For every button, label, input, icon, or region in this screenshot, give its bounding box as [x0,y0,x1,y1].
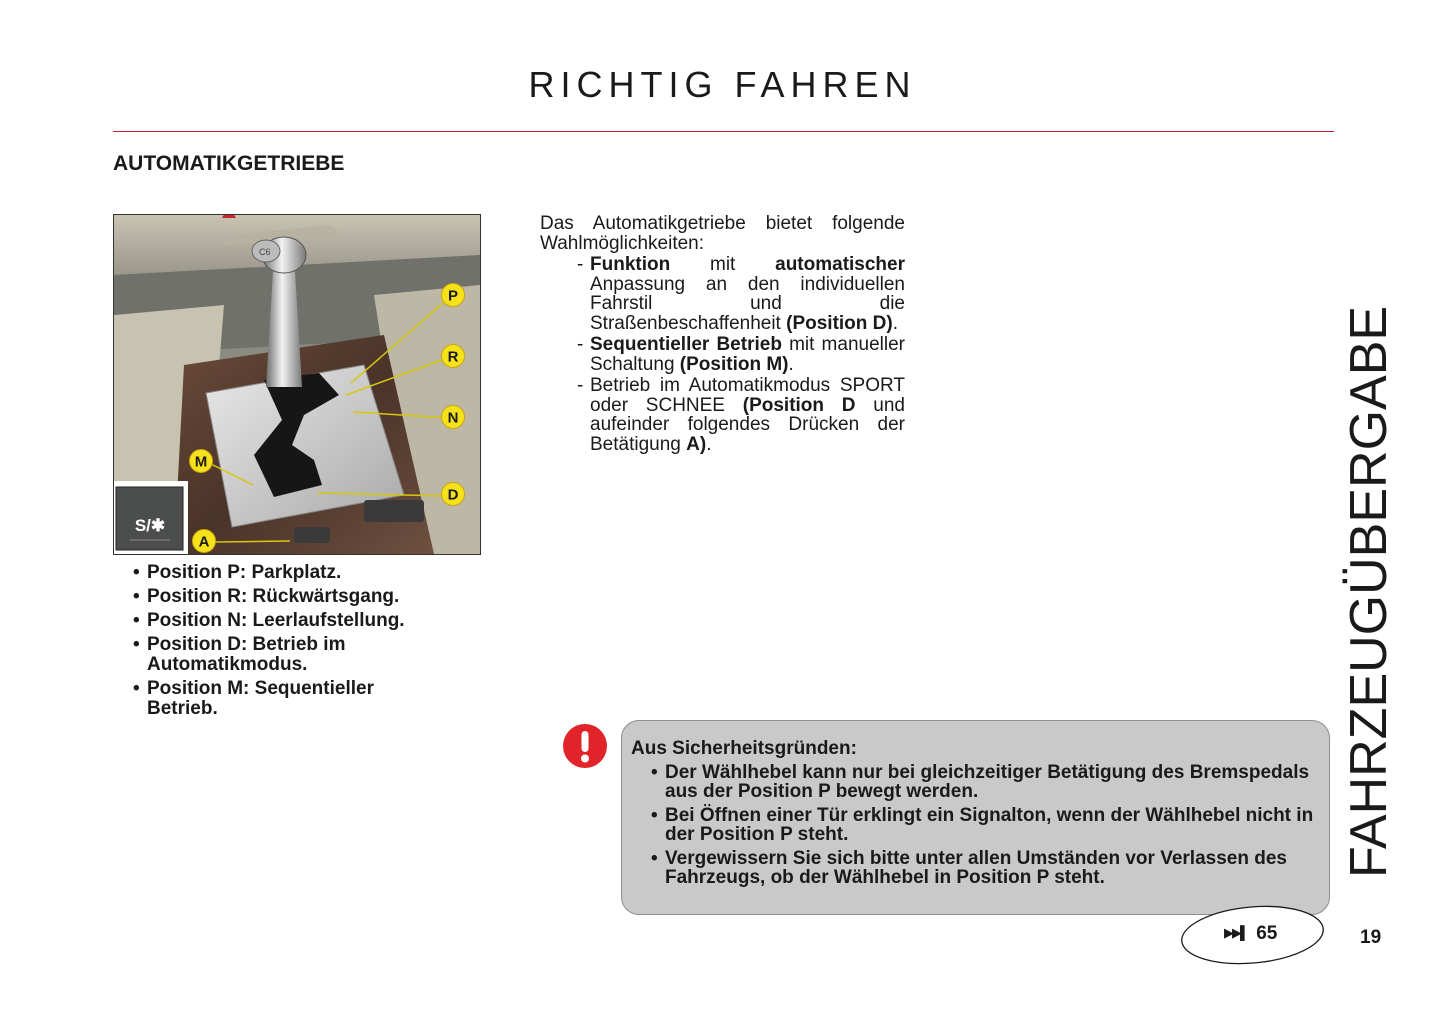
options-list [540,255,905,454]
callout-n-label: N [447,409,459,427]
callout-n [442,406,465,429]
section-heading: AUTOMATIKGETRIEBE [113,152,345,175]
callout-m-label: M [194,453,208,471]
list-item: • Position N: Leerlaufstellung. [133,611,447,631]
callout-p [442,284,465,307]
list-item: • Position R: Rückwärtsgang. [133,587,447,607]
warning-icon [562,723,608,769]
warning-item: • Der Wählhebel kann nur bei gleichzeitiger Betätigung des Bremspedals aus der Position P bewegt werden. [631,763,1319,802]
safety-warning-box [621,720,1330,915]
page-title: RICHTIG FAHREN [528,64,917,105]
gear-selector-photo [113,214,481,555]
intro-text [540,214,905,454]
callout-a [193,530,216,553]
page-reference-link[interactable] [1224,923,1277,945]
intro-lead: Das Automatikgetriebe bietet folgende Wahlmöglichkeiten: [540,213,905,254]
list-item: • Position M: Sequentieller Betrieb. [133,679,447,719]
reference-page-number: 65 [1256,923,1278,944]
forward-arrows-icon: ▶▶▌ [1224,925,1248,940]
position-list [133,563,447,723]
callout-a-label: A [198,533,210,551]
page-number: 19 [1360,927,1382,948]
warning-item: • Vergewissern Sie sich bitte unter allen Umständen vor Verlassen des Fahrzeugs, ob der Wählhebel in Position P steht. [631,849,1319,888]
chapter-tab: FAHRZEUGÜBERGABE [1340,305,1398,878]
list-item: • Position P: Parkplatz. [133,563,447,583]
svg-text:C6: C6 [259,247,271,257]
warning-title: Aus Sicherheitsgründen: [631,738,857,759]
warning-list [631,763,1319,888]
list-item: • Position D: Betrieb im Automatikmodus. [133,635,412,675]
option-sequential: - Sequentieller Betrieb mit manueller Schaltung (Position M). [577,334,905,375]
option-sport-snow: - Betrieb im Automatikmodus SPORT oder SCHNEE (Position D und aufeinder folgendes Drücken der Betätigung A). [577,375,905,455]
callout-d-label: D [447,486,459,504]
title-divider [113,131,1334,132]
option-automatic: - Funktion mit automatischer Anpassung an den individuellen Fahrstil und die Straßenbeschaffenheit (Position D). [577,254,905,334]
callout-r-label: R [447,348,459,366]
inset-panel [114,481,188,554]
inset-label: S/✱ [134,516,166,535]
callout-m [190,450,213,473]
callout-r [442,345,465,368]
callout-d [442,483,465,506]
callout-p-label: P [447,287,459,305]
warning-item: • Bei Öffnen einer Tür erklingt ein Signalton, wenn der Wählhebel nicht in der Position P steht. [631,806,1319,845]
